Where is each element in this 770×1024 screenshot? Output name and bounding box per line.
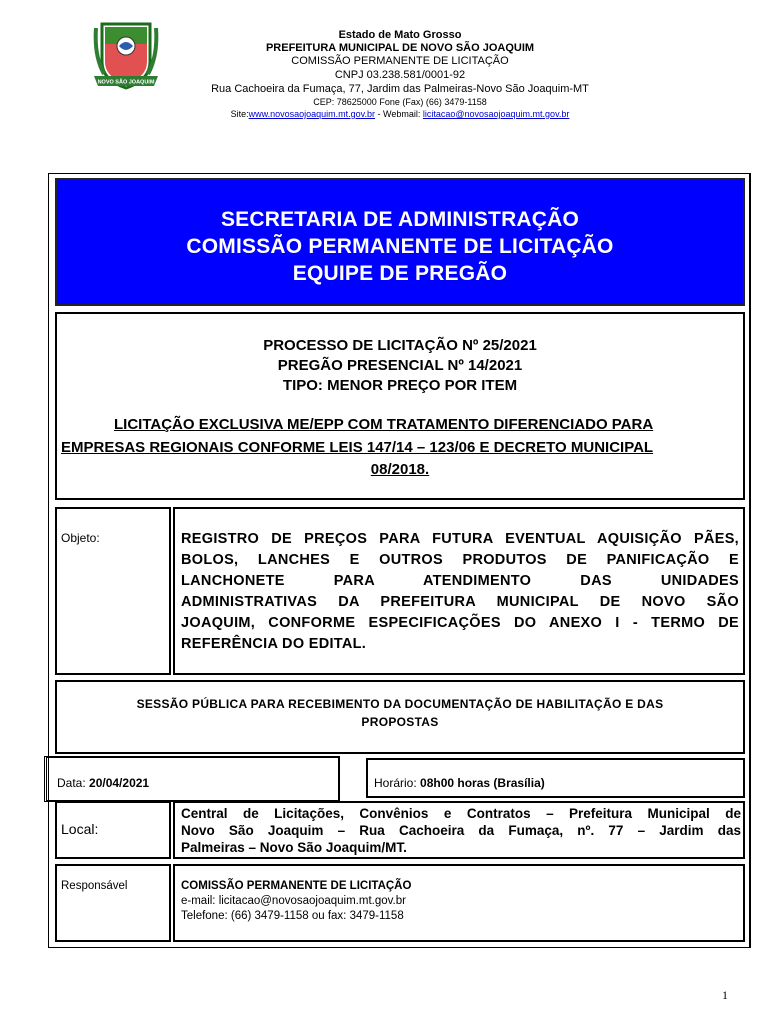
banner-line-2: COMISSÃO PERMANENTE DE LICITAÇÃO bbox=[186, 235, 614, 258]
date-line bbox=[57, 776, 149, 790]
secretaria-banner bbox=[55, 178, 745, 306]
responsavel-phone: Telefone: (66) 3479-1158 ou fax: 3479-1158 bbox=[181, 910, 404, 922]
banner-line-3: EQUIPE DE PREGÃO bbox=[292, 262, 508, 285]
time-cell bbox=[366, 758, 745, 798]
responsavel-label-cell bbox=[55, 864, 171, 942]
site-label: Site: bbox=[230, 109, 249, 119]
prefeitura-name: PREFEITURA MUNICIPAL DE NOVO SÃO JOAQUIM bbox=[265, 42, 535, 54]
time-label: Horário: bbox=[374, 776, 417, 790]
cep-phone: CEP: 78625000 Fone (Fax) (66) 3479-1158 bbox=[313, 97, 487, 107]
objeto-line-1: REGISTRO DE PREÇOS PARA FUTURA EVENTUAL AQUISIÇÃO PÃES, bbox=[181, 531, 739, 547]
session-line-1: SESSÃO PÚBLICA PARA RECEBIMENTO DA DOCUMENTAÇÃO DE HABILITAÇÃO E DAS bbox=[136, 697, 664, 711]
objeto-line-2: BOLOS, LANCHES E OUTROS PRODUTOS DE PANIFICAÇÃO E bbox=[181, 552, 739, 568]
time-value: 08h00 horas (Brasília) bbox=[420, 776, 545, 790]
process-box bbox=[55, 312, 745, 500]
time-line bbox=[374, 776, 545, 790]
session-box bbox=[55, 680, 745, 754]
responsavel-title: COMISSÃO PERMANENTE DE LICITAÇÃO bbox=[181, 880, 412, 892]
local-text-cell bbox=[173, 801, 745, 859]
responsavel-label: Responsável bbox=[61, 880, 128, 892]
exclusive-line-2: EMPRESAS REGIONAIS CONFORME LEIS 147/14 – 123/06 E DECRETO MUNICIPAL bbox=[61, 439, 654, 456]
objeto-line-5: JOAQUIM, CONFORME ESPECIFICAÇÕES DO ANEXO I - TERMO DE bbox=[181, 615, 739, 631]
cnpj: CNPJ 03.238.581/0001-92 bbox=[334, 69, 466, 81]
objeto-label-cell bbox=[55, 507, 171, 675]
objeto-text-cell bbox=[173, 507, 745, 675]
commission-name: COMISSÃO PERMANENTE DE LICITAÇÃO bbox=[291, 55, 509, 67]
objeto-line-6: REFERÊNCIA DO EDITAL. bbox=[181, 636, 367, 652]
date-cell bbox=[44, 756, 340, 802]
date-label: Data: bbox=[57, 776, 86, 790]
webmail-label: - Webmail: bbox=[375, 109, 423, 119]
responsavel-email: e-mail: licitacao@novosaojoaquim.mt.gov.br bbox=[181, 895, 406, 907]
exclusive-line-3: 08/2018. bbox=[370, 461, 430, 478]
svg-text:NOVO SÃO JOAQUIM: NOVO SÃO JOAQUIM bbox=[97, 79, 155, 86]
banner-line-1: SECRETARIA DE ADMINISTRAÇÃO bbox=[220, 208, 580, 231]
site-line bbox=[190, 108, 610, 120]
exclusive-line-1: LICITAÇÃO EXCLUSIVA ME/EPP COM TRATAMENTO DIFERENCIADO PARA bbox=[114, 416, 654, 433]
site-link[interactable]: www.novosaojoaquim.mt.gov.br bbox=[248, 109, 376, 119]
local-label-cell bbox=[55, 801, 171, 859]
page-number: 1 bbox=[722, 988, 728, 1002]
pregao-number: PREGÃO PRESENCIAL Nº 14/2021 bbox=[277, 357, 523, 374]
state-name: Estado de Mato Grosso bbox=[338, 29, 462, 41]
address: Rua Cachoeira da Fumaça, 77, Jardim das Palmeiras-Novo São Joaquim-MT bbox=[211, 83, 589, 95]
local-line-2: Novo São Joaquim – Rua Cachoeira da Fumaça, nº. 77 – Jardim das bbox=[181, 823, 741, 838]
responsavel-text-cell bbox=[173, 864, 745, 942]
webmail-link[interactable]: licitacao@novosaojoaquim.mt.gov.br bbox=[422, 109, 570, 119]
session-line-2: PROPOSTAS bbox=[361, 715, 439, 729]
local-line-1: Central de Licitações, Convênios e Contratos – Prefeitura Municipal de bbox=[181, 806, 741, 821]
date-value: 20/04/2021 bbox=[89, 776, 150, 790]
objeto-line-4: ADMINISTRATIVAS DA PREFEITURA MUNICIPAL DE NOVO SÃO bbox=[181, 594, 739, 610]
objeto-label: Objeto: bbox=[61, 531, 100, 545]
tipo: TIPO: MENOR PREÇO POR ITEM bbox=[282, 377, 518, 394]
municipal-crest-logo bbox=[92, 16, 160, 94]
objeto-line-3: LANCHONETE PARA ATENDIMENTO DAS UNIDADES bbox=[181, 573, 739, 589]
process-number: PROCESSO DE LICITAÇÃO Nº 25/2021 bbox=[263, 337, 537, 354]
local-label: Local: bbox=[61, 821, 99, 837]
local-line-3: Palmeiras – Novo São Joaquim/MT. bbox=[181, 840, 407, 855]
